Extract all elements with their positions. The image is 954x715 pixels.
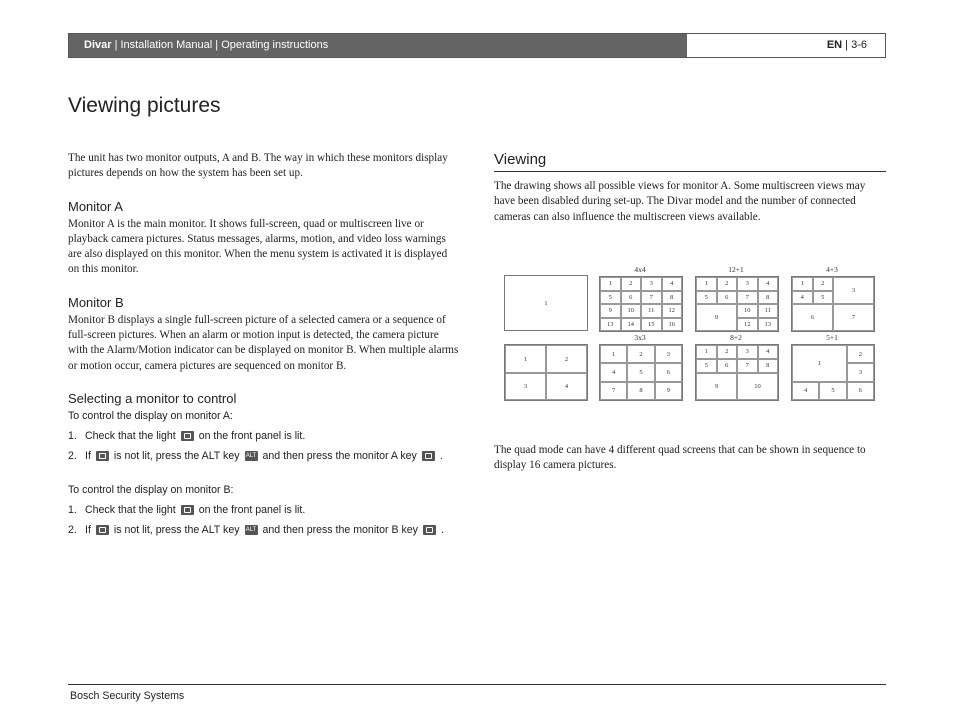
view-cell: 10 [737,373,778,401]
layout-label-5p1: 5+1 [826,333,838,342]
layout-label-4p3: 4+3 [826,265,838,274]
view-cell: 4 [662,277,683,291]
view-cell: 1 [600,277,621,291]
view-cell: 2 [627,345,654,363]
grid-3x3-view [599,344,683,401]
view-cell: 2 [546,345,587,373]
monitor-a-control-intro: To control the display on monitor A: [68,409,233,422]
view-cell: 11 [641,304,662,318]
right-column [494,151,886,472]
layout-label-4x4: 4x4 [634,265,646,274]
monitor-a-step-1: 1. Check that the light on the front panel is lit. [68,429,306,442]
grid-12p1-view [695,276,779,332]
view-cell: 8 [627,382,654,400]
view-cell: 2 [717,277,738,291]
view-cell: 2 [847,345,874,363]
view-cell: 9 [600,304,621,318]
view-cell: 9 [696,373,737,401]
view-cell: 5 [600,291,621,305]
view-cell: 1 [696,277,717,291]
grid-5p1-view [791,344,875,401]
view-cell: 1 [505,345,546,373]
footer-divider [68,684,886,685]
view-cell: 16 [662,318,683,332]
footer-company: Bosch Security Systems [70,690,185,702]
monitor-b-step-1: 1. Check that the light on the front panel is lit. [68,503,306,516]
view-cell: 7 [600,382,627,400]
view-cell: 6 [655,363,682,381]
monitor-a-key-icon [422,451,435,461]
view-cell: 4 [758,345,779,359]
view-cell: 2 [813,277,834,291]
view-cell: 12 [737,318,758,332]
view-cell: 5 [819,382,846,400]
view-cell: 2 [621,277,642,291]
monitor-views-diagram [494,264,886,404]
view-cell: 14 [621,318,642,332]
monitor-a-heading: Monitor A [68,198,123,214]
view-cell: 4 [546,373,587,400]
monitor-a-light-icon [96,451,109,461]
view-cell: 6 [792,304,833,331]
view-cell: 9 [655,382,682,400]
view-cell: 4 [792,382,819,400]
quad-view [504,344,588,401]
monitor-a-step-2: 2. If is not lit, press the ALT key ALT and then press the monitor A key . [68,449,443,462]
view-cell: 4 [792,291,813,305]
view-cell: 10 [621,304,642,318]
selecting-monitor-heading: Selecting a monitor to control [68,390,237,406]
view-cell: 7 [833,304,874,331]
grid-4x4-view [599,276,683,332]
view-cell: 3 [641,277,662,291]
view-cell: 6 [847,382,874,400]
view-cell: 4 [758,277,779,291]
viewing-paragraph: The drawing shows all possible views for monitor A. Some multiscreen views may have been disabled during set-up. The Divar model and the number of connected cameras can also influence the multiscreen views available. [494,180,866,223]
layout-label-8p2: 8+2 [730,333,742,342]
layout-label-3x3: 3x3 [634,333,646,342]
view-cell: 5 [696,359,717,373]
monitor-b-control-intro: To control the display on monitor B: [68,483,234,496]
view-cell: 8 [758,359,779,373]
view-cell: 3 [737,345,758,359]
intro-paragraph: The unit has two monitor outputs, A and B. The way in which these monitors display pictures depends on how the system has been set up. [68,152,448,180]
view-cell: 15 [641,318,662,332]
view-cell: 5 [696,291,717,305]
page-header [68,33,886,58]
view-cell: 6 [621,291,642,305]
alt-key-icon: ALT [245,452,257,459]
monitor-b-light-icon [96,525,109,535]
header-language: EN [826,39,843,51]
viewing-heading: Viewing [494,151,886,172]
header-page: | 3-6 [842,39,867,51]
view-cell: 12 [662,304,683,318]
page-title: Viewing pictures [68,94,221,117]
view-cell: 9 [696,304,737,331]
monitor-a-light-icon [181,431,194,441]
monitor-a-text: Monitor A is the main monitor. It shows full-screen, quad or multiscreen live or playback camera pictures. Status messages, alarms, motion, and video loss warnings are also displayed on this monitor. When the menu system is activated it is displayed on this monitor. [68,217,448,276]
quad-mode-paragraph: The quad mode can have 4 different quad screens that can be shown in sequence to display 16 camera pictures. [494,444,866,472]
monitor-b-light-icon [181,505,194,515]
monitor-b-step-2: 2. If is not lit, press the ALT key ALT and then press the monitor B key . [68,523,444,536]
fullscreen-view [504,275,588,331]
view-cell: 13 [600,318,621,332]
view-cell: 7 [737,291,758,305]
view-cell: 5 [813,291,834,305]
view-cell: 3 [655,345,682,363]
view-cell: 11 [758,304,779,318]
view-cell: 10 [737,304,758,318]
layout-label-12p1: 12+1 [728,265,744,274]
view-cell: 8 [662,291,683,305]
left-column [68,151,460,538]
view-cell: 2 [717,345,738,359]
view-cell: 1 [696,345,717,359]
grid-8p2-view [695,344,779,401]
header-document-title [69,34,687,57]
header-page-number [687,34,885,57]
grid-4p3-view [791,276,875,332]
view-cell: 3 [833,277,874,304]
header-doc-info: | Installation Manual | Operating instructions [111,39,329,51]
monitor-b-heading: Monitor B [68,294,124,310]
view-cell: 5 [627,363,654,381]
view-cell: 3 [737,277,758,291]
view-cell: 3 [847,363,874,381]
monitor-b-key-icon [423,525,436,535]
monitor-b-text: Monitor B displays a single full-screen picture of a selected camera or a sequence of full-screen pictures. When an alarm or motion input is detected, the camera picture with the Alarm/Motion indicator can be displayed on monitor B. When multiple alarms or motion occur, camera pictures are sequenced on monitor B. [68,313,459,372]
alt-key-icon: ALT [245,526,257,533]
view-cell: 1 [792,277,813,291]
view-cell: 1 [505,276,587,330]
view-cell: 7 [641,291,662,305]
view-cell: 6 [717,291,738,305]
view-cell: 1 [792,345,847,382]
view-cell: 13 [758,318,779,332]
header-brand: Divar [84,39,112,51]
view-cell: 6 [717,359,738,373]
view-cell: 7 [737,359,758,373]
view-cell: 3 [505,373,546,400]
view-cell: 1 [600,345,627,363]
view-cell: 8 [758,291,779,305]
view-cell: 4 [600,363,627,381]
